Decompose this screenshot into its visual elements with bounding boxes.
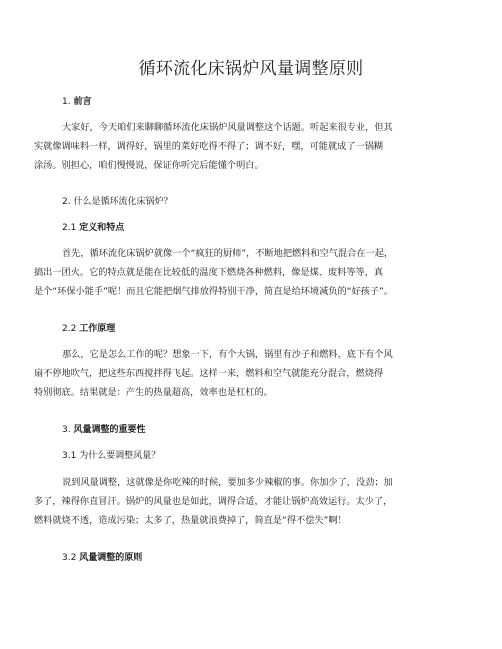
- paragraph-line: 多了，辣得你直冒汗。锅炉的风量也是如此，调得合适，才能让锅炉高效运行。太少了，: [34, 496, 393, 507]
- paragraph-line: 搞出一团火。它的特点就是能在比较低的温度下燃烧各种燃料，像是煤、废料等等，真: [34, 267, 384, 278]
- section-title: 风量调整的原则: [79, 553, 143, 563]
- section-title: 工作原理: [79, 324, 116, 334]
- section-title: 前言: [73, 97, 92, 107]
- section-number: 3.1: [62, 451, 77, 461]
- section-number: 2.2: [62, 324, 77, 334]
- section-heading-3: [62, 423, 145, 437]
- paragraph-line: 首先，循环流化床锅炉就像一个“疯狂的厨师”，不断地把燃料和空气混合在一起，: [62, 248, 394, 259]
- paragraph-intro: [34, 118, 474, 175]
- paragraph-line: 那么，它是怎么工作的呢？想象一下，有个大锅，锅里有沙子和燃料，底下有个风: [62, 349, 393, 360]
- paragraph-line: 说到风量调整，这就像是你吃辣的时候，要加多少辣椒的事。你加少了，没劲；加: [62, 477, 393, 488]
- paragraph-line: 是个“环保小能手”呢！而且它能把烟气排放得特别干净，简直是给环境减负的“好孩子”。: [34, 286, 393, 297]
- section-heading-2-2: [62, 322, 115, 336]
- paragraph-line: 实就像调味料一样，调得好，锅里的菜好吃得不得了；调不好，嘿，可能就成了一锅糊: [34, 141, 384, 152]
- section-number: 3.: [62, 425, 71, 435]
- document-title: 循环流化床锅炉风量调整原则: [138, 59, 364, 79]
- section-number: 1.: [62, 97, 71, 107]
- section-number: 2.: [62, 197, 71, 207]
- paragraph-line: 燃料就烧不透，造成污染；太多了，热量就浪费掉了，简直是“得不偿失”啊！: [34, 515, 347, 526]
- section-title: 风量调整的重要性: [73, 425, 146, 435]
- paragraph-line: 特别彻底。结果就是：产生的热量超高，效率也是杠杠的。: [34, 387, 273, 398]
- section-heading-2: [62, 195, 172, 209]
- section-heading-2-1: [62, 221, 124, 235]
- section-number: 2.1: [62, 223, 77, 233]
- section-title: 定义和特点: [79, 223, 125, 233]
- paragraph-line: 扇不停地吹气，把这些东西搅拌得飞起。这样一来，燃料和空气就能充分混合，燃烧得: [34, 368, 384, 379]
- section-title: 为什么要调整风量？: [79, 451, 161, 461]
- paragraph-definition: [34, 244, 474, 301]
- paragraph-why-adjust: [34, 473, 474, 530]
- paragraph-line: 大家好，今天咱们来聊聊循环流化床锅炉风量调整这个话题。听起来很专业，但其: [62, 122, 393, 133]
- section-title: 什么是循环流化床锅炉？: [73, 197, 173, 207]
- section-heading-3-1: [62, 449, 160, 463]
- section-number: 3.2: [62, 553, 77, 563]
- section-heading-1: [62, 95, 91, 109]
- paragraph-principle: [34, 345, 474, 402]
- paragraph-line: 涂汤。别担心，咱们慢慢说，保证你听完后能懂个明白。: [34, 160, 264, 171]
- section-heading-3-2: [62, 551, 142, 565]
